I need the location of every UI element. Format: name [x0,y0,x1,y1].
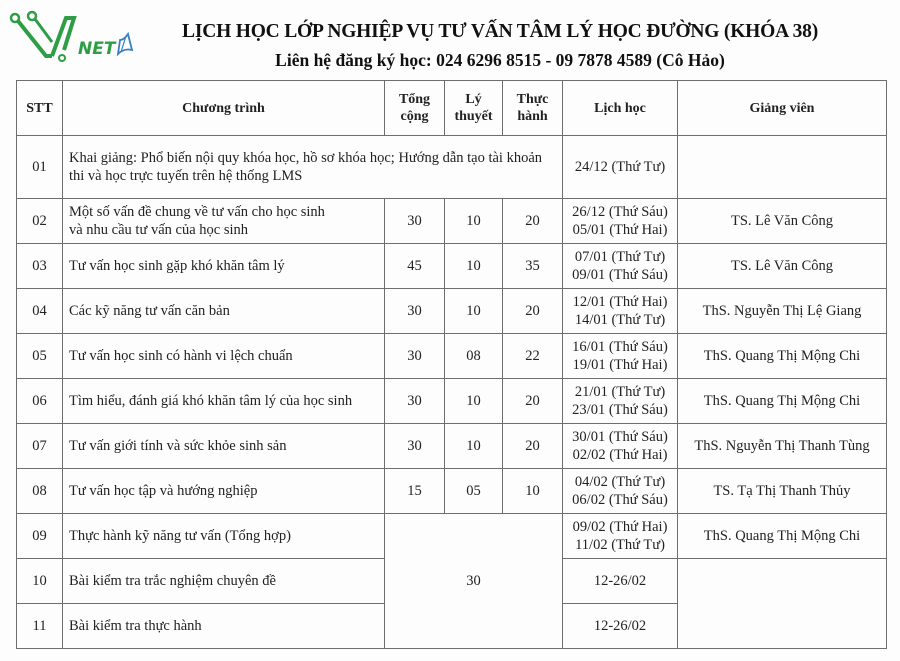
table-row [17,199,887,244]
cell-theory: 08 [445,334,503,379]
cell-schedule: 26/12 (Thứ Sáu) 05/01 (Thứ Hai) [563,199,678,244]
cell-schedule: 09/02 (Thứ Hai) 11/02 (Thứ Tư) [563,514,678,559]
cell-lecturer: ThS. Nguyễn Thị Thanh Tùng [678,424,887,469]
table-header-row [17,81,887,136]
cell-stt: 11 [17,604,63,649]
cell-lecturer-empty [678,559,887,649]
cell-lecturer: TS. Tạ Thị Thanh Thủy [678,469,887,514]
cell-practice: 22 [503,334,563,379]
cell-schedule: 07/01 (Thứ Tư) 09/01 (Thứ Sáu) [563,244,678,289]
cell-program: Thực hành kỹ năng tư vấn (Tổng hợp) [63,514,385,559]
cell-program: Bài kiểm tra trắc nghiệm chuyên đề [63,559,385,604]
cell-stt: 04 [17,289,63,334]
cell-program: Tư vấn học sinh gặp khó khăn tâm lý [63,244,385,289]
col-theory: Lý thuyết [445,81,503,136]
cell-program: Các kỹ năng tư vấn căn bản [63,289,385,334]
cell-schedule: 12/01 (Thứ Hai) 14/01 (Thứ Tư) [563,289,678,334]
table-row [17,424,887,469]
col-program: Chương trình [63,81,385,136]
svg-text:NET: NET [78,39,116,59]
col-practice: Thực hành [503,81,563,136]
col-total: Tổng cộng [385,81,445,136]
cell-practice: 20 [503,289,563,334]
cell-lecturer: ThS. Quang Thị Mộng Chi [678,334,887,379]
cell-total: 30 [385,424,445,469]
cell-schedule: 12-26/02 [563,604,678,649]
cell-lecturer: ThS. Nguyễn Thị Lệ Giang [678,289,887,334]
cell-total: 30 [385,199,445,244]
cell-lecturer [678,136,887,199]
cell-stt: 09 [17,514,63,559]
col-lecturer: Giảng viên [678,81,887,136]
cell-practice: 35 [503,244,563,289]
cell-program: Khai giảng: Phổ biến nội quy khóa học, hồ sơ khóa học; Hướng dẫn tạo tài khoản thi và học trực tuyến trên hệ thống LMS [63,136,563,199]
logo-graphic [6,10,136,62]
table-row [17,469,887,514]
cell-total: 30 [385,379,445,424]
cell-program: Bài kiểm tra thực hành [63,604,385,649]
cell-stt: 05 [17,334,63,379]
cell-schedule: 24/12 (Thứ Tư) [563,136,678,199]
cell-stt: 08 [17,469,63,514]
cell-program: Tìm hiểu, đánh giá khó khăn tâm lý của học sinh [63,379,385,424]
table-row [17,289,887,334]
cell-theory: 10 [445,244,503,289]
cell-program: Tư vấn học sinh có hành vi lệch chuẩn [63,334,385,379]
table-row [17,379,887,424]
cell-stt: 06 [17,379,63,424]
cell-program: Tư vấn giới tính và sức khỏe sinh sản [63,424,385,469]
cell-theory: 10 [445,289,503,334]
table-row [17,514,887,559]
table-row [17,244,887,289]
cell-theory: 10 [445,199,503,244]
col-stt: STT [17,81,63,136]
cell-lecturer: TS. Lê Văn Công [678,244,887,289]
cell-theory: 05 [445,469,503,514]
cell-schedule: 12-26/02 [563,559,678,604]
cell-practice: 20 [503,379,563,424]
cell-stt: 01 [17,136,63,199]
col-schedule: Lịch học [563,81,678,136]
contact-info: Liên hệ đăng ký học: 024 6296 8515 - 09 7878 4589 (Cô Hảo) [275,50,725,70]
cell-program: Một số vấn đề chung về tư vấn cho học sinh và nhu cầu tư vấn của học sinh [63,199,385,244]
cell-lecturer: TS. Lê Văn Công [678,199,887,244]
cell-total: 30 [385,289,445,334]
cell-lecturer: ThS. Quang Thị Mộng Chi [678,514,887,559]
cell-total: 45 [385,244,445,289]
schedule-table [16,80,887,649]
cell-schedule: 21/01 (Thứ Tư) 23/01 (Thứ Sáu) [563,379,678,424]
cell-total: 30 [385,334,445,379]
cell-theory: 10 [445,379,503,424]
cell-practice: 20 [503,424,563,469]
cell-stt: 10 [17,559,63,604]
cell-schedule: 16/01 (Thứ Sáu) 19/01 (Thứ Hai) [563,334,678,379]
cell-program: Tư vấn học tập và hướng nghiệp [63,469,385,514]
cell-practice: 10 [503,469,563,514]
cell-schedule: 30/01 (Thứ Sáu) 02/02 (Thứ Hai) [563,424,678,469]
cell-total: 15 [385,469,445,514]
vjnet-logo [6,10,136,62]
cell-schedule: 04/02 (Thứ Tư) 06/02 (Thứ Sáu) [563,469,678,514]
cell-practice: 20 [503,199,563,244]
cell-stt: 03 [17,244,63,289]
table-row [17,334,887,379]
cell-stt: 02 [17,199,63,244]
table-row [17,136,887,199]
cell-lecturer: ThS. Quang Thị Mộng Chi [678,379,887,424]
cell-total-merged: 30 [385,514,563,649]
cell-theory: 10 [445,424,503,469]
page-title: LỊCH HỌC LỚP NGHIỆP VỤ TƯ VẤN TÂM LÝ HỌC ĐƯỜNG (KHÓA 38) [182,21,818,42]
cell-stt: 07 [17,424,63,469]
